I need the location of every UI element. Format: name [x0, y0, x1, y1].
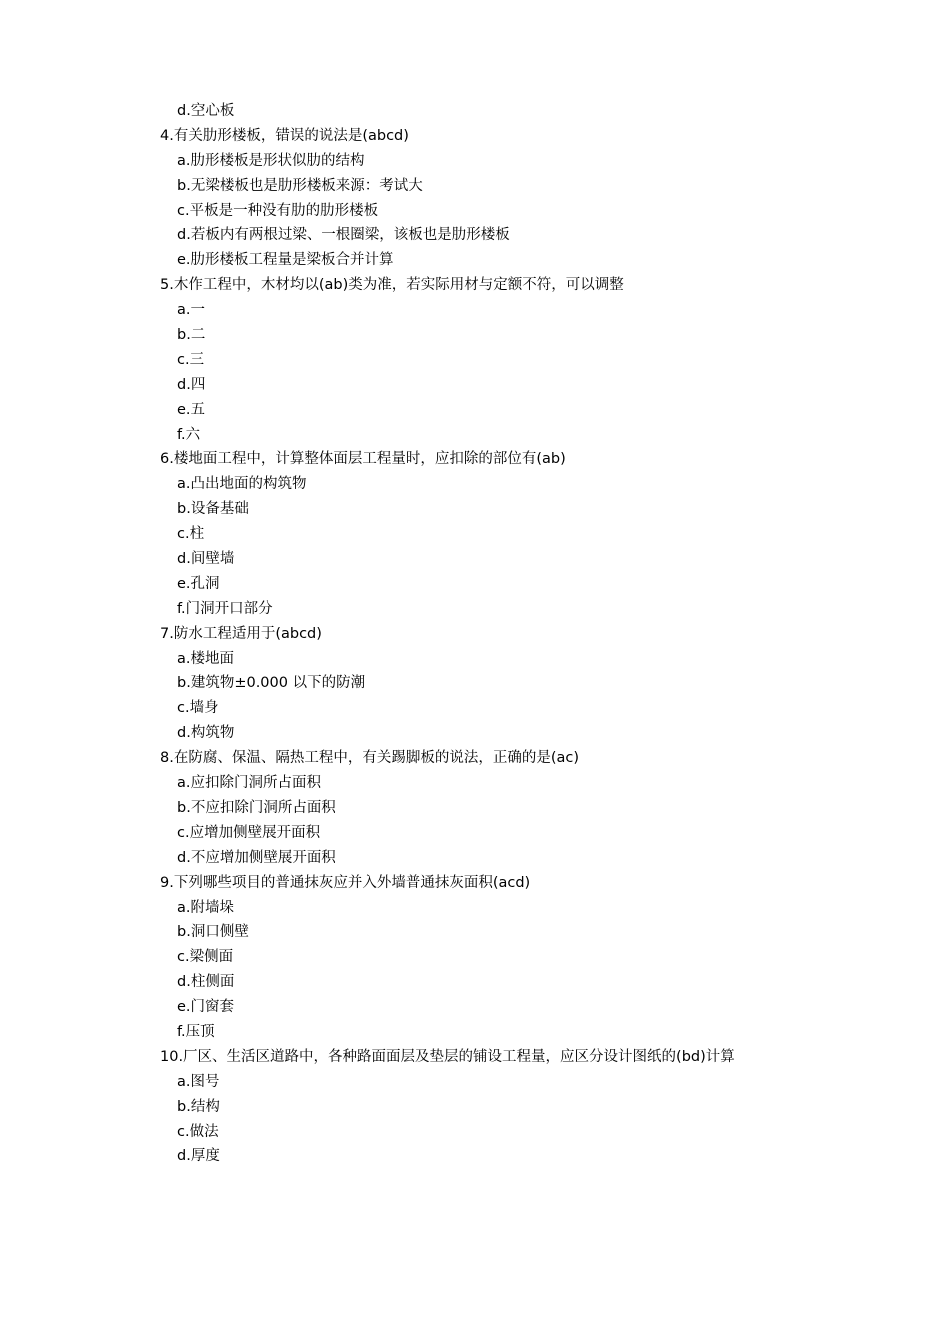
question-line: 10.厂区、生活区道路中，各种路面面层及垫层的铺设工程量，应区分设计图纸的(bd)计算: [160, 1048, 735, 1065]
question-line: 6.楼地面工程中，计算整体面层工程量时，应扣除的部位有(ab): [160, 451, 566, 468]
option-line: f.门洞开口部分: [177, 600, 273, 617]
option-line: d.不应增加侧壁展开面积: [177, 849, 336, 866]
document-body: [160, 99, 920, 1169]
option-line: b.二: [177, 327, 206, 344]
option-line: c.做法: [177, 1123, 219, 1140]
option-line: d.厚度: [177, 1148, 220, 1165]
option-line: a.图号: [177, 1073, 220, 1090]
option-line: d.若板内有两根过梁、一根圈梁，该板也是肋形楼板: [177, 227, 510, 244]
option-line: f.六: [177, 426, 201, 443]
option-line: b.建筑物±0.000 以下的防潮: [177, 675, 366, 692]
option-line: b.无梁楼板也是肋形楼板来源：考试大: [177, 177, 423, 194]
option-line: f.压顶: [177, 1023, 215, 1040]
option-line: a.一: [177, 302, 205, 319]
option-line: b.不应扣除门洞所占面积: [177, 799, 336, 816]
option-line: d.四: [177, 376, 206, 393]
question-line: 7.防水工程适用于(abcd): [160, 625, 322, 642]
option-line: a.肋形楼板是形状似肋的结构: [177, 152, 365, 169]
option-line: e.孔洞: [177, 575, 220, 592]
option-line: a.楼地面: [177, 650, 234, 667]
option-line: b.设备基础: [177, 501, 249, 518]
question-line: 9.下列哪些项目的普通抹灰应并入外墙普通抹灰面积(acd): [160, 874, 531, 891]
option-line: d.间壁墙: [177, 551, 235, 568]
option-line: c.墙身: [177, 700, 219, 717]
option-line: a.应扣除门洞所占面积: [177, 775, 321, 792]
option-line: c.平板是一种没有肋的肋形楼板: [177, 202, 379, 219]
question-line: 5.木作工程中，木材均以(ab)类为准，若实际用材与定额不符，可以调整: [160, 277, 624, 294]
question-line: 4.有关肋形楼板，错误的说法是(abcd): [160, 127, 409, 144]
option-line: d.空心板: [177, 103, 235, 119]
option-line: c.柱: [177, 526, 205, 543]
option-line: c.应增加侧壁展开面积: [177, 824, 321, 841]
option-line: e.五: [177, 401, 206, 418]
question-line: 8.在防腐、保温、隔热工程中，有关踢脚板的说法，正确的是(ac): [160, 750, 580, 767]
option-line: b.洞口侧壁: [177, 924, 249, 941]
option-line: d.柱侧面: [177, 974, 235, 991]
option-line: c.梁侧面: [177, 949, 234, 966]
option-line: e.门窗套: [177, 999, 235, 1016]
option-line: e.肋形楼板工程量是梁板合并计算: [177, 252, 394, 269]
option-line: b.结构: [177, 1098, 220, 1115]
option-line: a.附墙垛: [177, 899, 234, 916]
option-line: c.三: [177, 351, 205, 368]
option-line: a.凸出地面的构筑物: [177, 476, 307, 493]
option-line: d.构筑物: [177, 725, 235, 742]
